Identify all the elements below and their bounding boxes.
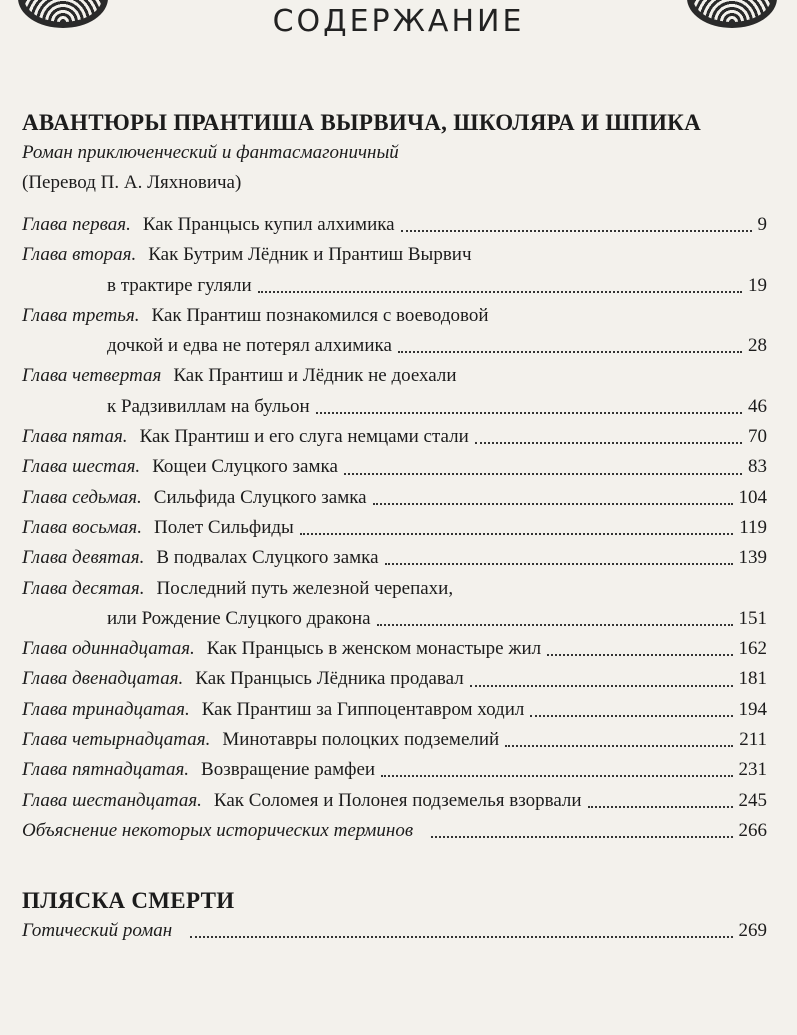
- toc-list: [22, 916, 767, 946]
- dot-leader: [377, 624, 733, 626]
- chapter-title: Минотавры полоцких подземелий: [222, 729, 500, 751]
- chapter-title: в трактире гуляли: [107, 274, 252, 296]
- dot-leader: [258, 291, 742, 293]
- chapter-title: или Рождение Слуцкого дракона: [107, 607, 371, 629]
- toc-row: [22, 271, 767, 301]
- toc-entry[interactable]: [22, 695, 767, 725]
- toc-row: [22, 240, 767, 270]
- chapter-title: Сильфида Слуцкого замка: [153, 486, 367, 508]
- dot-leader: [475, 442, 742, 444]
- page-title: СОДЕРЖАНИЕ: [272, 4, 525, 39]
- chapter-title: Как Прантиш и его слуга немцами стали: [139, 426, 469, 448]
- toc-entry[interactable]: [22, 452, 767, 482]
- dot-leader: [316, 412, 742, 414]
- chapter-title: Возвращение рамфеи: [201, 759, 376, 781]
- toc-entry[interactable]: [22, 513, 767, 543]
- dot-leader: [344, 473, 742, 475]
- page-number: 19: [748, 274, 767, 296]
- toc-entry[interactable]: [22, 664, 767, 694]
- toc-entry[interactable]: [22, 422, 767, 452]
- chapter-label: Объяснение некоторых исторических терминов: [22, 819, 414, 841]
- chapter-title: В подвалах Слуцкого замка: [156, 547, 379, 569]
- toc-row: [22, 301, 767, 331]
- dot-leader: [530, 715, 732, 717]
- toc-row: [22, 695, 767, 725]
- page-number: 211: [739, 729, 767, 751]
- toc-entry[interactable]: [22, 483, 767, 513]
- table-of-contents: [22, 108, 767, 947]
- toc-entry[interactable]: [22, 755, 767, 785]
- toc-row: [22, 483, 767, 513]
- page-number: 194: [738, 698, 767, 720]
- dot-leader: [385, 563, 733, 565]
- chapter-title: Как Прантиш и Лёдник не доехали: [173, 365, 457, 387]
- chapter-label: Глава шестая.: [22, 456, 141, 478]
- dot-leader: [381, 775, 732, 777]
- toc-entry[interactable]: [22, 816, 767, 846]
- toc-row: [22, 452, 767, 482]
- toc-row: [22, 816, 767, 846]
- toc-row: [22, 604, 767, 634]
- page-number: 231: [738, 759, 767, 781]
- chapter-label: Глава девятая.: [22, 547, 145, 569]
- chapter-title: Как Пранцысь в женском монастыре жил: [206, 638, 542, 660]
- page-number: 104: [738, 486, 767, 508]
- chapter-title: Как Бутрим Лёдник и Прантиш Вырвич: [148, 244, 472, 266]
- chapter-label: Глава пятая.: [22, 426, 128, 448]
- chapter-label: Глава шестандцатая.: [22, 789, 202, 811]
- toc-row: [22, 210, 767, 240]
- chapter-title: к Радзивиллам на бульон: [107, 395, 310, 417]
- toc-entry[interactable]: [22, 725, 767, 755]
- page-number: 9: [757, 214, 767, 235]
- chapter-label: Глава десятая.: [22, 577, 145, 599]
- dot-leader: [398, 351, 742, 353]
- toc-entry[interactable]: [22, 301, 767, 362]
- chapter-label: Глава третья.: [22, 304, 140, 326]
- toc-entry[interactable]: [22, 210, 767, 240]
- chapter-label: Готический роман: [22, 920, 173, 942]
- page-header: [0, 0, 797, 40]
- toc-entry[interactable]: [22, 543, 767, 573]
- chapter-title: Как Пранцысь купил алхимика: [142, 214, 395, 235]
- toc-row: [22, 634, 767, 664]
- chapter-label: Глава тринадцатая.: [22, 698, 190, 720]
- chapter-title: дочкой и едва не потерял алхимика: [107, 335, 392, 357]
- page-number: 181: [738, 668, 767, 690]
- dot-leader: [431, 836, 732, 838]
- toc-row: [22, 664, 767, 694]
- toc-row: [22, 331, 767, 361]
- page-number: 162: [738, 638, 767, 660]
- chapter-label: Глава двенадцатая.: [22, 668, 184, 690]
- section-subtitle: Роман приключенческий и фантасмагоничный: [22, 142, 399, 163]
- dot-leader: [588, 806, 733, 808]
- toc-row: [22, 361, 767, 391]
- dot-leader: [470, 685, 733, 687]
- chapter-label: Глава первая.: [22, 214, 131, 235]
- chapter-title: Как Прантиш познакомился с воеводовой: [151, 304, 489, 326]
- section-title: ПЛЯСКА СМЕРТИ: [22, 888, 235, 914]
- dot-leader: [547, 654, 732, 656]
- page-number: 269: [738, 920, 767, 942]
- section-title: АВАНТЮРЫ ПРАНТИША ВЫРВИЧА, ШКОЛЯРА И ШПИКА: [22, 110, 702, 135]
- chapter-label: Глава седьмая.: [22, 486, 142, 508]
- chapter-title: Как Пранцысь Лёдника продавал: [195, 668, 464, 690]
- page-number: 119: [739, 516, 767, 538]
- toc-entry[interactable]: [22, 574, 767, 635]
- toc-list: [22, 210, 767, 846]
- section-gap: [22, 846, 767, 886]
- chapter-label: Глава вторая.: [22, 244, 137, 266]
- toc-row: [22, 513, 767, 543]
- toc-row: [22, 574, 767, 604]
- chapter-title: Полет Сильфиды: [153, 516, 294, 538]
- toc-row: [22, 786, 767, 816]
- toc-entry[interactable]: [22, 786, 767, 816]
- chapter-title: Кощеи Слуцкого замка: [152, 456, 338, 478]
- page-number: 28: [748, 335, 767, 357]
- page-number: 83: [748, 456, 767, 478]
- chapter-label: Глава четырнадцатая.: [22, 729, 211, 751]
- toc-row: [22, 725, 767, 755]
- chapter-label: Глава восьмая.: [22, 516, 142, 538]
- chapter-title: Как Прантиш за Гиппоцентавром ходил: [201, 698, 525, 720]
- dot-leader: [505, 745, 733, 747]
- page-number: 46: [748, 395, 767, 417]
- dot-leader: [401, 230, 752, 232]
- page-number: 70: [748, 426, 767, 448]
- toc-entry[interactable]: [22, 634, 767, 664]
- page-number: 151: [738, 607, 767, 629]
- page-number: 139: [738, 547, 767, 569]
- toc-row: [22, 392, 767, 422]
- toc-row: [22, 755, 767, 785]
- toc-row: [22, 916, 767, 946]
- dot-leader: [300, 533, 733, 535]
- dot-leader: [373, 503, 733, 505]
- page-number: 266: [738, 819, 767, 841]
- translator-note: (Перевод П. А. Ляхновича): [22, 172, 242, 193]
- toc-row: [22, 422, 767, 452]
- toc-row: [22, 543, 767, 573]
- chapter-label: Глава четвертая: [22, 365, 162, 387]
- dot-leader: [190, 936, 732, 938]
- toc-entry[interactable]: [22, 240, 767, 301]
- chapter-label: Глава одиннадцатая.: [22, 638, 195, 660]
- toc-entry[interactable]: [22, 361, 767, 422]
- chapter-title: Последний путь железной черепахи,: [156, 577, 454, 599]
- chapter-label: Глава пятнадцатая.: [22, 759, 190, 781]
- chapter-title: Как Соломея и Полонея подземелья взорвали: [213, 789, 582, 811]
- toc-entry[interactable]: [22, 916, 767, 946]
- page-number: 245: [738, 789, 767, 811]
